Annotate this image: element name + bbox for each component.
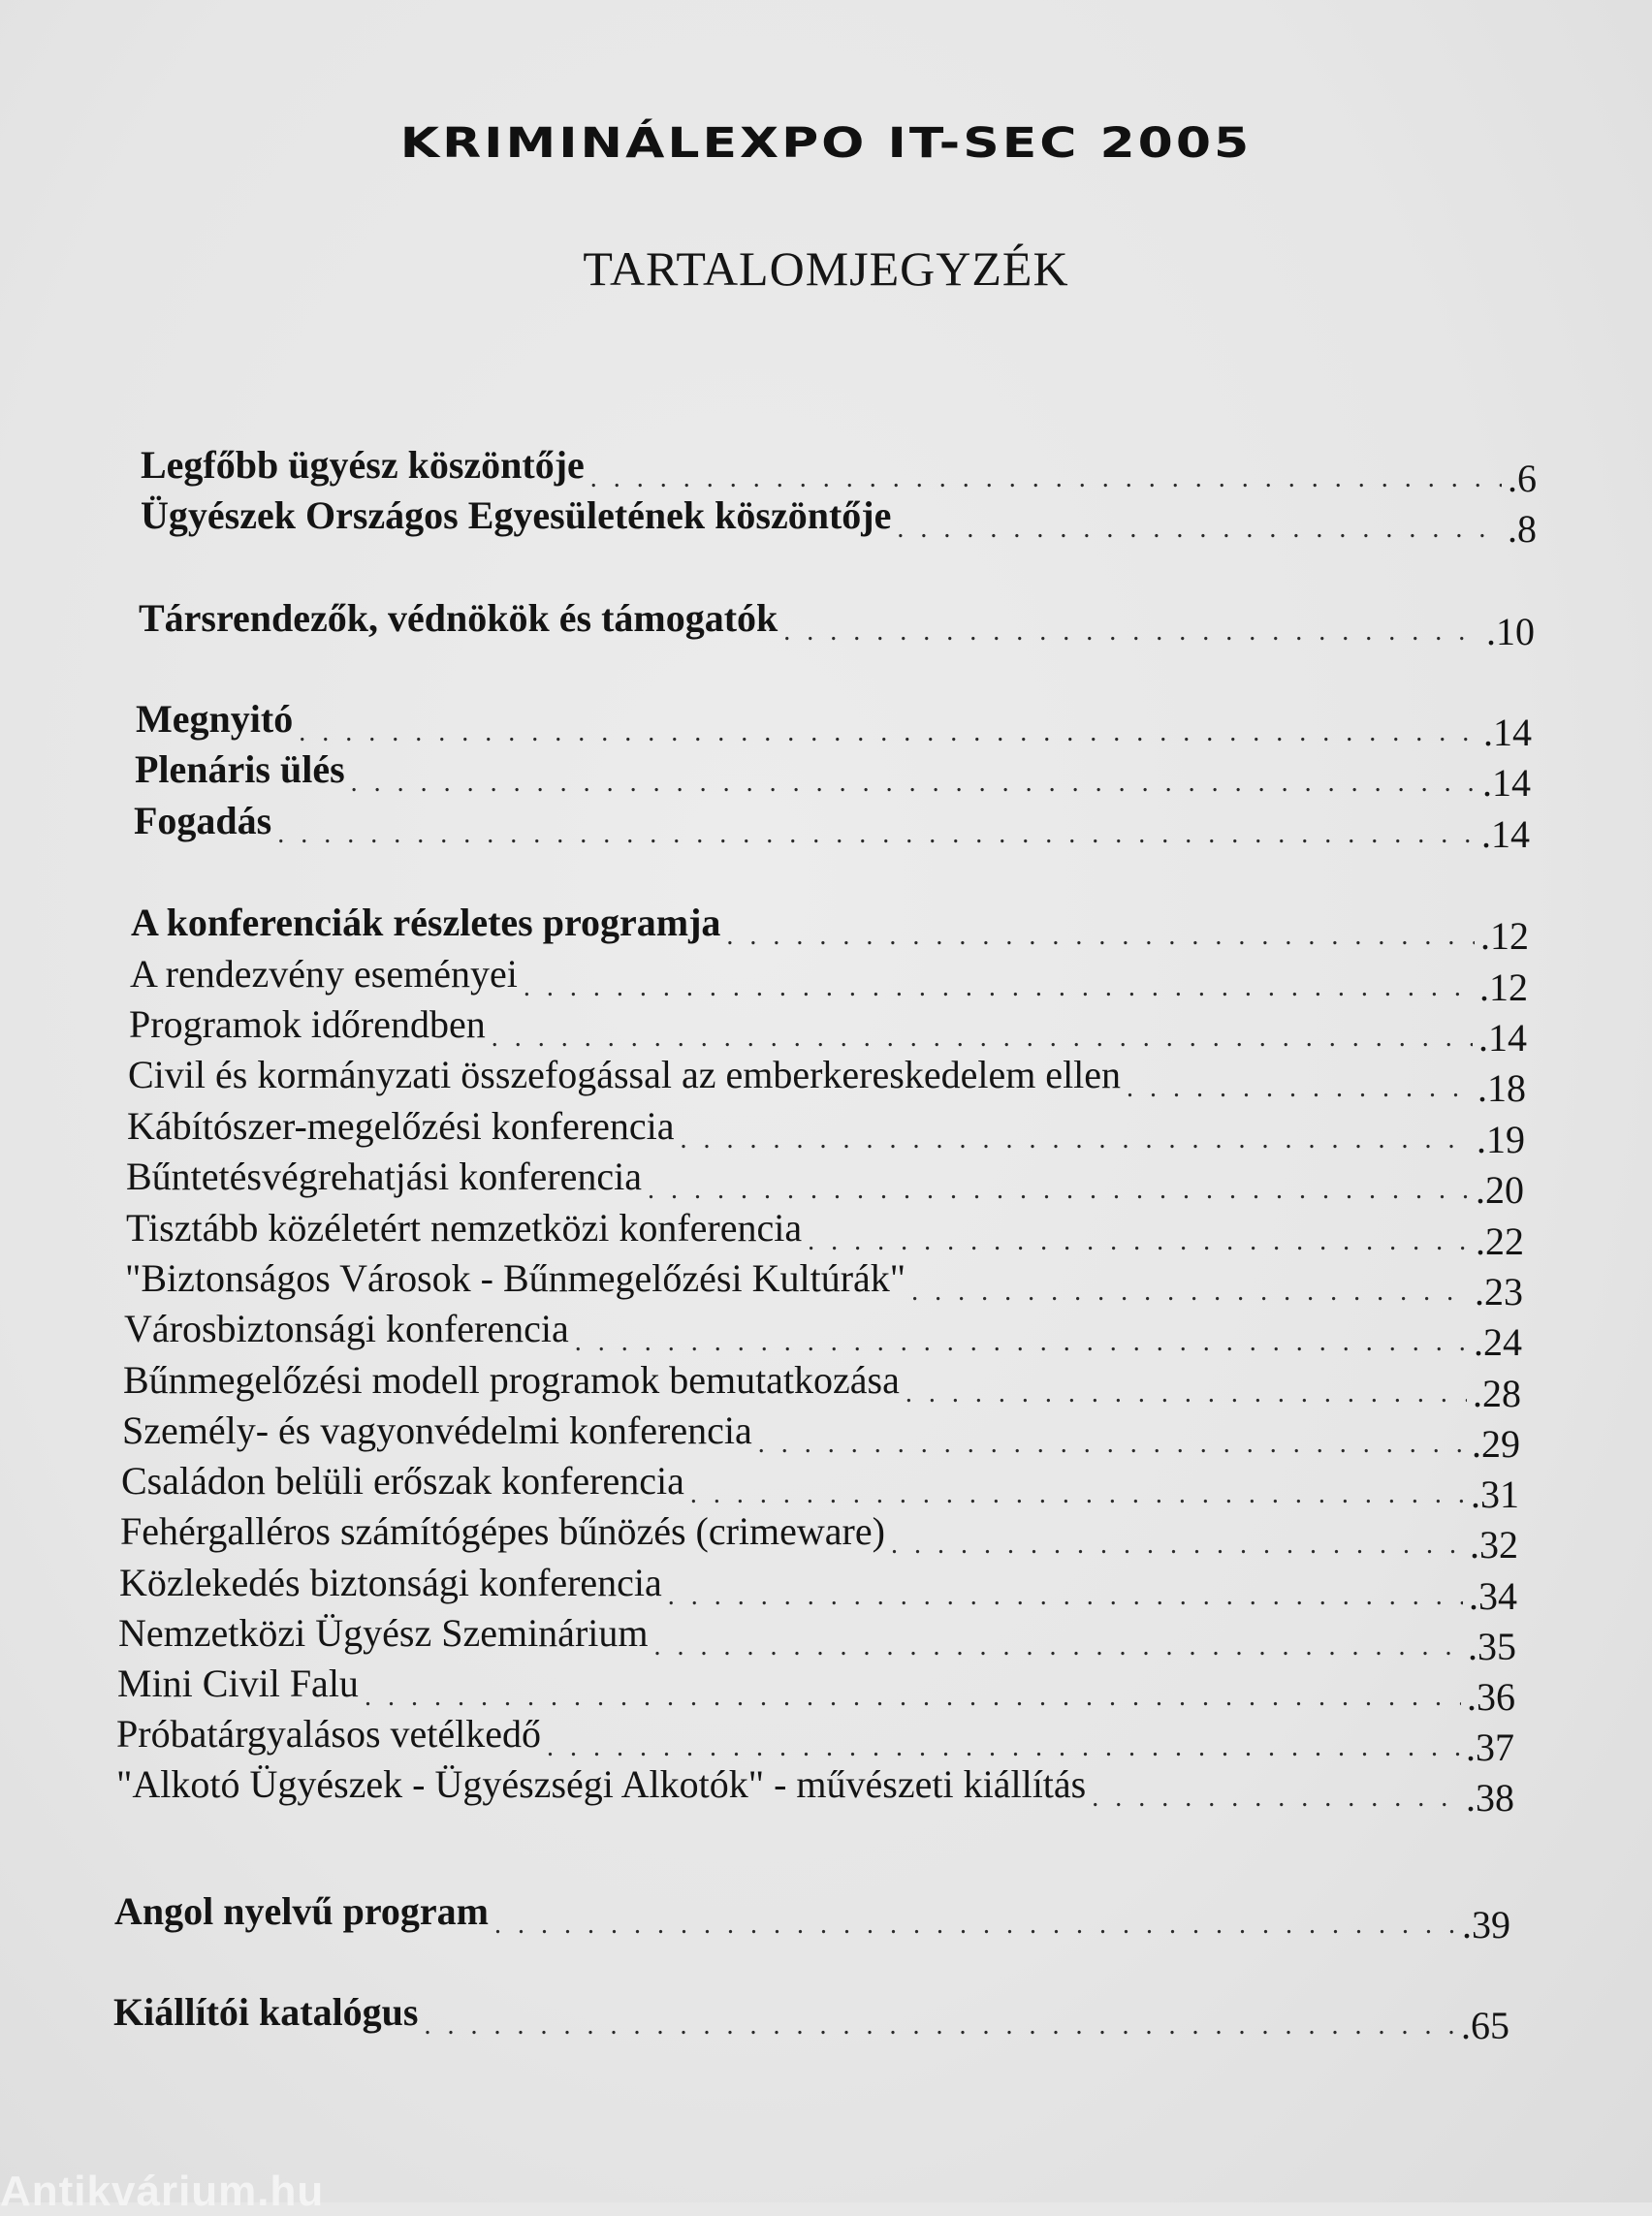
- toc-entry-page: .14: [1478, 1016, 1527, 1060]
- toc-entry-label: Bűntetésvégrehatjási konferencia: [126, 1155, 642, 1198]
- toc-entry: [116, 1763, 1514, 1818]
- toc-entry-label: Mini Civil Falu: [117, 1662, 359, 1705]
- toc-entry: [121, 1460, 1519, 1514]
- toc-leader-dots: [905, 1380, 1467, 1413]
- toc-entry-label: Programok időrendben: [129, 1002, 486, 1046]
- toc-entry: [113, 1991, 1509, 2045]
- toc-entry: [131, 902, 1529, 956]
- toc-entry-page: .14: [1483, 711, 1532, 754]
- toc-leader-dots: [524, 974, 1474, 1007]
- toc-entry: [141, 444, 1537, 498]
- toc-entry-page: .10: [1486, 610, 1535, 653]
- document-header: KRIMINÁLEXPO IT-SEC 2005: [399, 119, 1253, 168]
- toc-leader-dots: [351, 770, 1477, 803]
- toc-entry: [139, 597, 1535, 651]
- toc-entry-label: Nemzetközi Ügyész Szeminárium: [118, 1611, 649, 1655]
- toc-entry-page: .6: [1508, 457, 1537, 500]
- toc-entry: [136, 698, 1532, 752]
- toc-entry-label: A rendezvény eseményei: [130, 952, 518, 996]
- toc-entry-label: Társrendezők, védnökök és támogatók: [139, 596, 778, 640]
- toc-entry-label: Angol nyelvű program: [114, 1889, 489, 1933]
- toc-entry-page: .14: [1481, 812, 1530, 856]
- toc-leader-dots: [494, 1912, 1456, 1945]
- toc-leader-dots: [726, 923, 1475, 956]
- toc-entry-page: .35: [1468, 1625, 1516, 1668]
- toc-leader-dots: [668, 1583, 1463, 1616]
- toc-entry: [120, 1510, 1518, 1565]
- toc-entry: [123, 1359, 1521, 1413]
- toc-entry: [128, 1054, 1526, 1108]
- toc-leader-dots: [1127, 1075, 1472, 1108]
- toc-entry-label: Legfőbb ügyész köszöntője: [141, 443, 585, 487]
- toc-entry-label: Kiállítói katalógus: [113, 1990, 419, 2034]
- toc-entry: [126, 1155, 1524, 1210]
- toc-entry-label: Próbatárgyalásos vetélkedő: [116, 1712, 542, 1756]
- toc-leader-dots: [277, 821, 1476, 854]
- toc-leader-dots: [758, 1431, 1466, 1464]
- toc-entry-label: Megnyitó: [136, 697, 294, 741]
- toc-entry: [125, 1257, 1523, 1312]
- toc-entry-page: .8: [1508, 507, 1537, 551]
- toc-entry: [126, 1207, 1524, 1261]
- toc-entry-label: Plenáris ülés: [135, 747, 345, 791]
- toc-leader-dots: [425, 2012, 1456, 2045]
- toc-entry: [116, 1713, 1514, 1767]
- toc-entry-label: Közlekedés biztonsági konferencia: [119, 1561, 662, 1604]
- toc-entry-page: .28: [1473, 1372, 1521, 1415]
- toc-entry-page: .12: [1479, 966, 1528, 1009]
- toc-leader-dots: [897, 516, 1502, 549]
- toc-entry-label: Fehérgalléros számítógépes bűnözés (crimeware): [120, 1509, 885, 1553]
- toc-entry-label: Ügyészek Országos Egyesületének köszöntője: [141, 493, 892, 537]
- toc-entry: [141, 494, 1537, 549]
- toc-entry-label: Tisztább közéletért nemzetközi konferencia: [126, 1206, 803, 1250]
- toc-entry-page: .23: [1475, 1270, 1523, 1314]
- toc-entry-label: Családon belüli erőszak konferencia: [121, 1459, 684, 1503]
- toc-entry-page: .39: [1462, 1903, 1510, 1947]
- watermark: Antikvárium.hu: [0, 2168, 325, 2215]
- toc-entry-label: Fogadás: [134, 799, 272, 842]
- toc-entry-label: Civil és kormányzati összefogással az emberkereskedelem ellen: [128, 1053, 1122, 1096]
- toc-entry-page: .19: [1477, 1118, 1525, 1161]
- toc-leader-dots: [299, 719, 1477, 752]
- toc-entry-page: .38: [1466, 1776, 1514, 1820]
- toc-entry: [135, 748, 1531, 803]
- toc-leader-dots: [648, 1177, 1470, 1210]
- toc-entry-label: Kábítószer-megelőzési konferencia: [127, 1104, 675, 1148]
- toc-entry-page: .31: [1471, 1472, 1519, 1516]
- toc-leader-dots: [653, 1633, 1462, 1666]
- toc-entry-label: "Alkotó Ügyészek - Ügyészségi Alkotók" - művészeti kiállítás: [116, 1762, 1087, 1806]
- toc-leader-dots: [680, 1126, 1471, 1159]
- toc-leader-dots: [891, 1532, 1464, 1565]
- toc-entry-page: .14: [1482, 761, 1531, 805]
- toc-entry-page: .37: [1466, 1725, 1514, 1769]
- toc-entry-label: "Biztonságos Városok - Bűnmegelőzési Kultúrák": [125, 1256, 906, 1300]
- toc-entry-page: .22: [1476, 1219, 1524, 1263]
- toc-leader-dots: [783, 618, 1480, 651]
- toc-entry: [127, 1105, 1525, 1159]
- toc-leader-dots: [808, 1228, 1470, 1261]
- toc-entry-label: Városbiztonsági konferencia: [124, 1307, 569, 1350]
- toc-entry-page: .24: [1474, 1320, 1522, 1364]
- page-title: TARTALOMJEGYZÉK: [583, 241, 1069, 296]
- toc-entry-page: .36: [1467, 1675, 1515, 1719]
- toc-entry: [119, 1562, 1517, 1616]
- toc-entry-page: .18: [1477, 1066, 1526, 1110]
- toc-entry: [124, 1308, 1522, 1362]
- toc-leader-dots: [1092, 1785, 1460, 1818]
- toc-entry-label: A konferenciák részletes programja: [131, 901, 721, 944]
- toc-entry-page: .32: [1470, 1523, 1518, 1567]
- toc-entry: [118, 1612, 1516, 1666]
- toc-entry: [130, 953, 1528, 1007]
- toc-entry: [129, 1003, 1527, 1058]
- toc-entry-label: Személy- és vagyonvédelmi konferencia: [122, 1409, 752, 1452]
- toc-entry-page: .65: [1461, 2004, 1509, 2047]
- toc-entry-page: .29: [1472, 1422, 1520, 1466]
- toc-entry-page: .34: [1469, 1574, 1517, 1618]
- toc-leader-dots: [575, 1329, 1468, 1362]
- toc-entry: [122, 1409, 1520, 1464]
- toc-entry: [117, 1662, 1515, 1717]
- toc-entry: [134, 800, 1530, 854]
- toc-entry-page: .12: [1480, 914, 1529, 958]
- toc-entry-page: .20: [1476, 1168, 1524, 1212]
- toc-entry: [114, 1890, 1510, 1945]
- toc-entry-label: Bűnmegelőzési modell programok bemutatkozása: [123, 1358, 900, 1402]
- toc-leader-dots: [911, 1279, 1469, 1312]
